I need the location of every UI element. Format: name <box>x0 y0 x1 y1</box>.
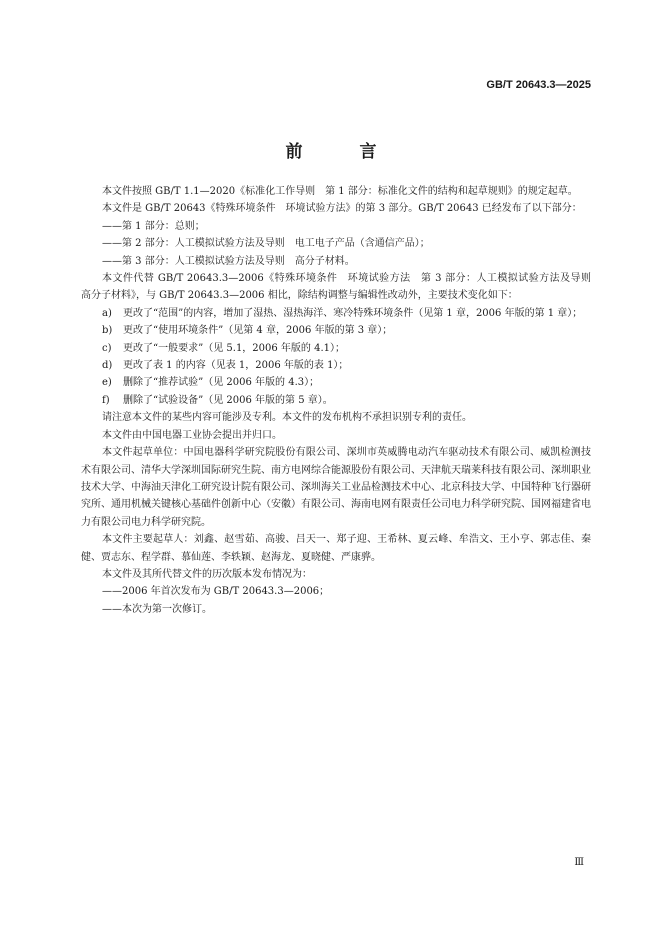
list-item-part: ——第 1 部分：总则； <box>102 220 205 232</box>
document-id: GB/T 20643.3—2025 <box>486 79 591 91</box>
list-item-change <box>81 322 591 339</box>
page-number: Ⅲ <box>574 857 584 868</box>
list-item-change <box>81 305 591 322</box>
list-marker: c) <box>102 342 112 354</box>
list-item-change <box>81 392 591 409</box>
paragraph-drafting-units: 本文件起草单位：中国电器科学研究院股份有限公司、深圳市英威腾电动汽车驱动技术有限公司、威凯检测技术有限公司、清华大学深圳国际研究生院、南方电网综合能源股份有限公司、天津航天瑞莱科技有限公司、深圳职业技术大学、中海油天津化工研究设计院有限公司、深圳海关工业品检测技术中心、北京科技大学、中国特种飞行器研究所、通用机械关键核心基础件创新中心（安徽）有限公司、海南电网有限责任公司电力科学研究院、国网福建省电力有限公司电力科学研究院。 <box>81 447 591 528</box>
list-marker: a) <box>102 307 112 319</box>
paragraph-history-intro: 本文件及其所代替文件的历次版本发布情况为： <box>102 568 312 580</box>
paragraph-series-parts: 本文件是 GB/T 20643《特殊环境条件 环境试验方法》的第 3 部分。GB/T 20643 已经发布了以下部分： <box>102 203 582 215</box>
list-text: 更改了“一般要求”（见 5.1，2006 年版的 4.1）； <box>123 342 346 354</box>
list-marker: e) <box>102 377 112 389</box>
list-item-change <box>81 340 591 357</box>
paragraph-proposer: 本文件由中国电器工业协会提出并归口。 <box>102 429 282 441</box>
list-item-change <box>81 357 591 374</box>
paragraph-patent-notice: 请注意本文件的某些内容可能涉及专利。本文件的发布机构不承担识别专利的责任。 <box>102 412 472 424</box>
list-item-part: ——第 2 部分：人工模拟试验方法及导则 电工电子产品（含通信产品）； <box>102 238 430 250</box>
list-marker: f) <box>102 394 110 406</box>
paragraph-drafting-rules: 本文件按照 GB/T 1.1—2020《标准化工作导则 第 1 部分：标准化文件的结构和起草规则》的规定起草。 <box>102 186 578 197</box>
page-title: 前 言 <box>285 142 397 162</box>
list-item-change <box>81 374 591 391</box>
list-text: 更改了“范围”的内容，增加了湿热、湿热海洋、寒冷特殊环境条件（见第 1 章，2006 年版的第 1 章）； <box>123 307 583 319</box>
list-text: 更改了表 1 的内容（见表 1，2006 年版的表 1）； <box>123 360 349 372</box>
paragraph-replacement: 本文件代替 GB/T 20643.3—2006《特殊环境条件 环境试验方法 第 3 部分：人工模拟试验方法及导则 高分子材料》，与 GB/T 20643.3—2006 相比，除结构调整与编辑性改动外，主要技术变化如下： <box>81 273 601 302</box>
list-item-history: ——2006 年首次发布为 GB/T 20643.3—2006； <box>102 586 330 598</box>
list-text: 删除了“推荐试验”（见 2006 年版的 4.3）； <box>123 377 320 389</box>
document-body <box>81 183 601 618</box>
list-item-part: ——第 3 部分：人工模拟试验方法及导则 高分子材料。 <box>102 255 355 267</box>
paragraph-drafters: 本文件主要起草人：刘鑫、赵雪茹、高骏、吕天一、郑子迎、王希林、夏云峰、牟浩文、王小亨、郭志佳、秦健、贾志东、程学群、慕仙莲、李轶颖、赵海龙、夏晓健、严康骅。 <box>81 534 591 563</box>
list-marker: b) <box>102 325 113 337</box>
list-text: 更改了“使用环境条件”（见第 4 章，2006 年版的第 3 章）； <box>123 325 393 337</box>
list-item-history: ——本次为第一次修订。 <box>102 603 212 615</box>
list-marker: d) <box>102 360 113 372</box>
list-text: 删除了“试验设备”（见 2006 年版的第 5 章）。 <box>123 394 333 406</box>
